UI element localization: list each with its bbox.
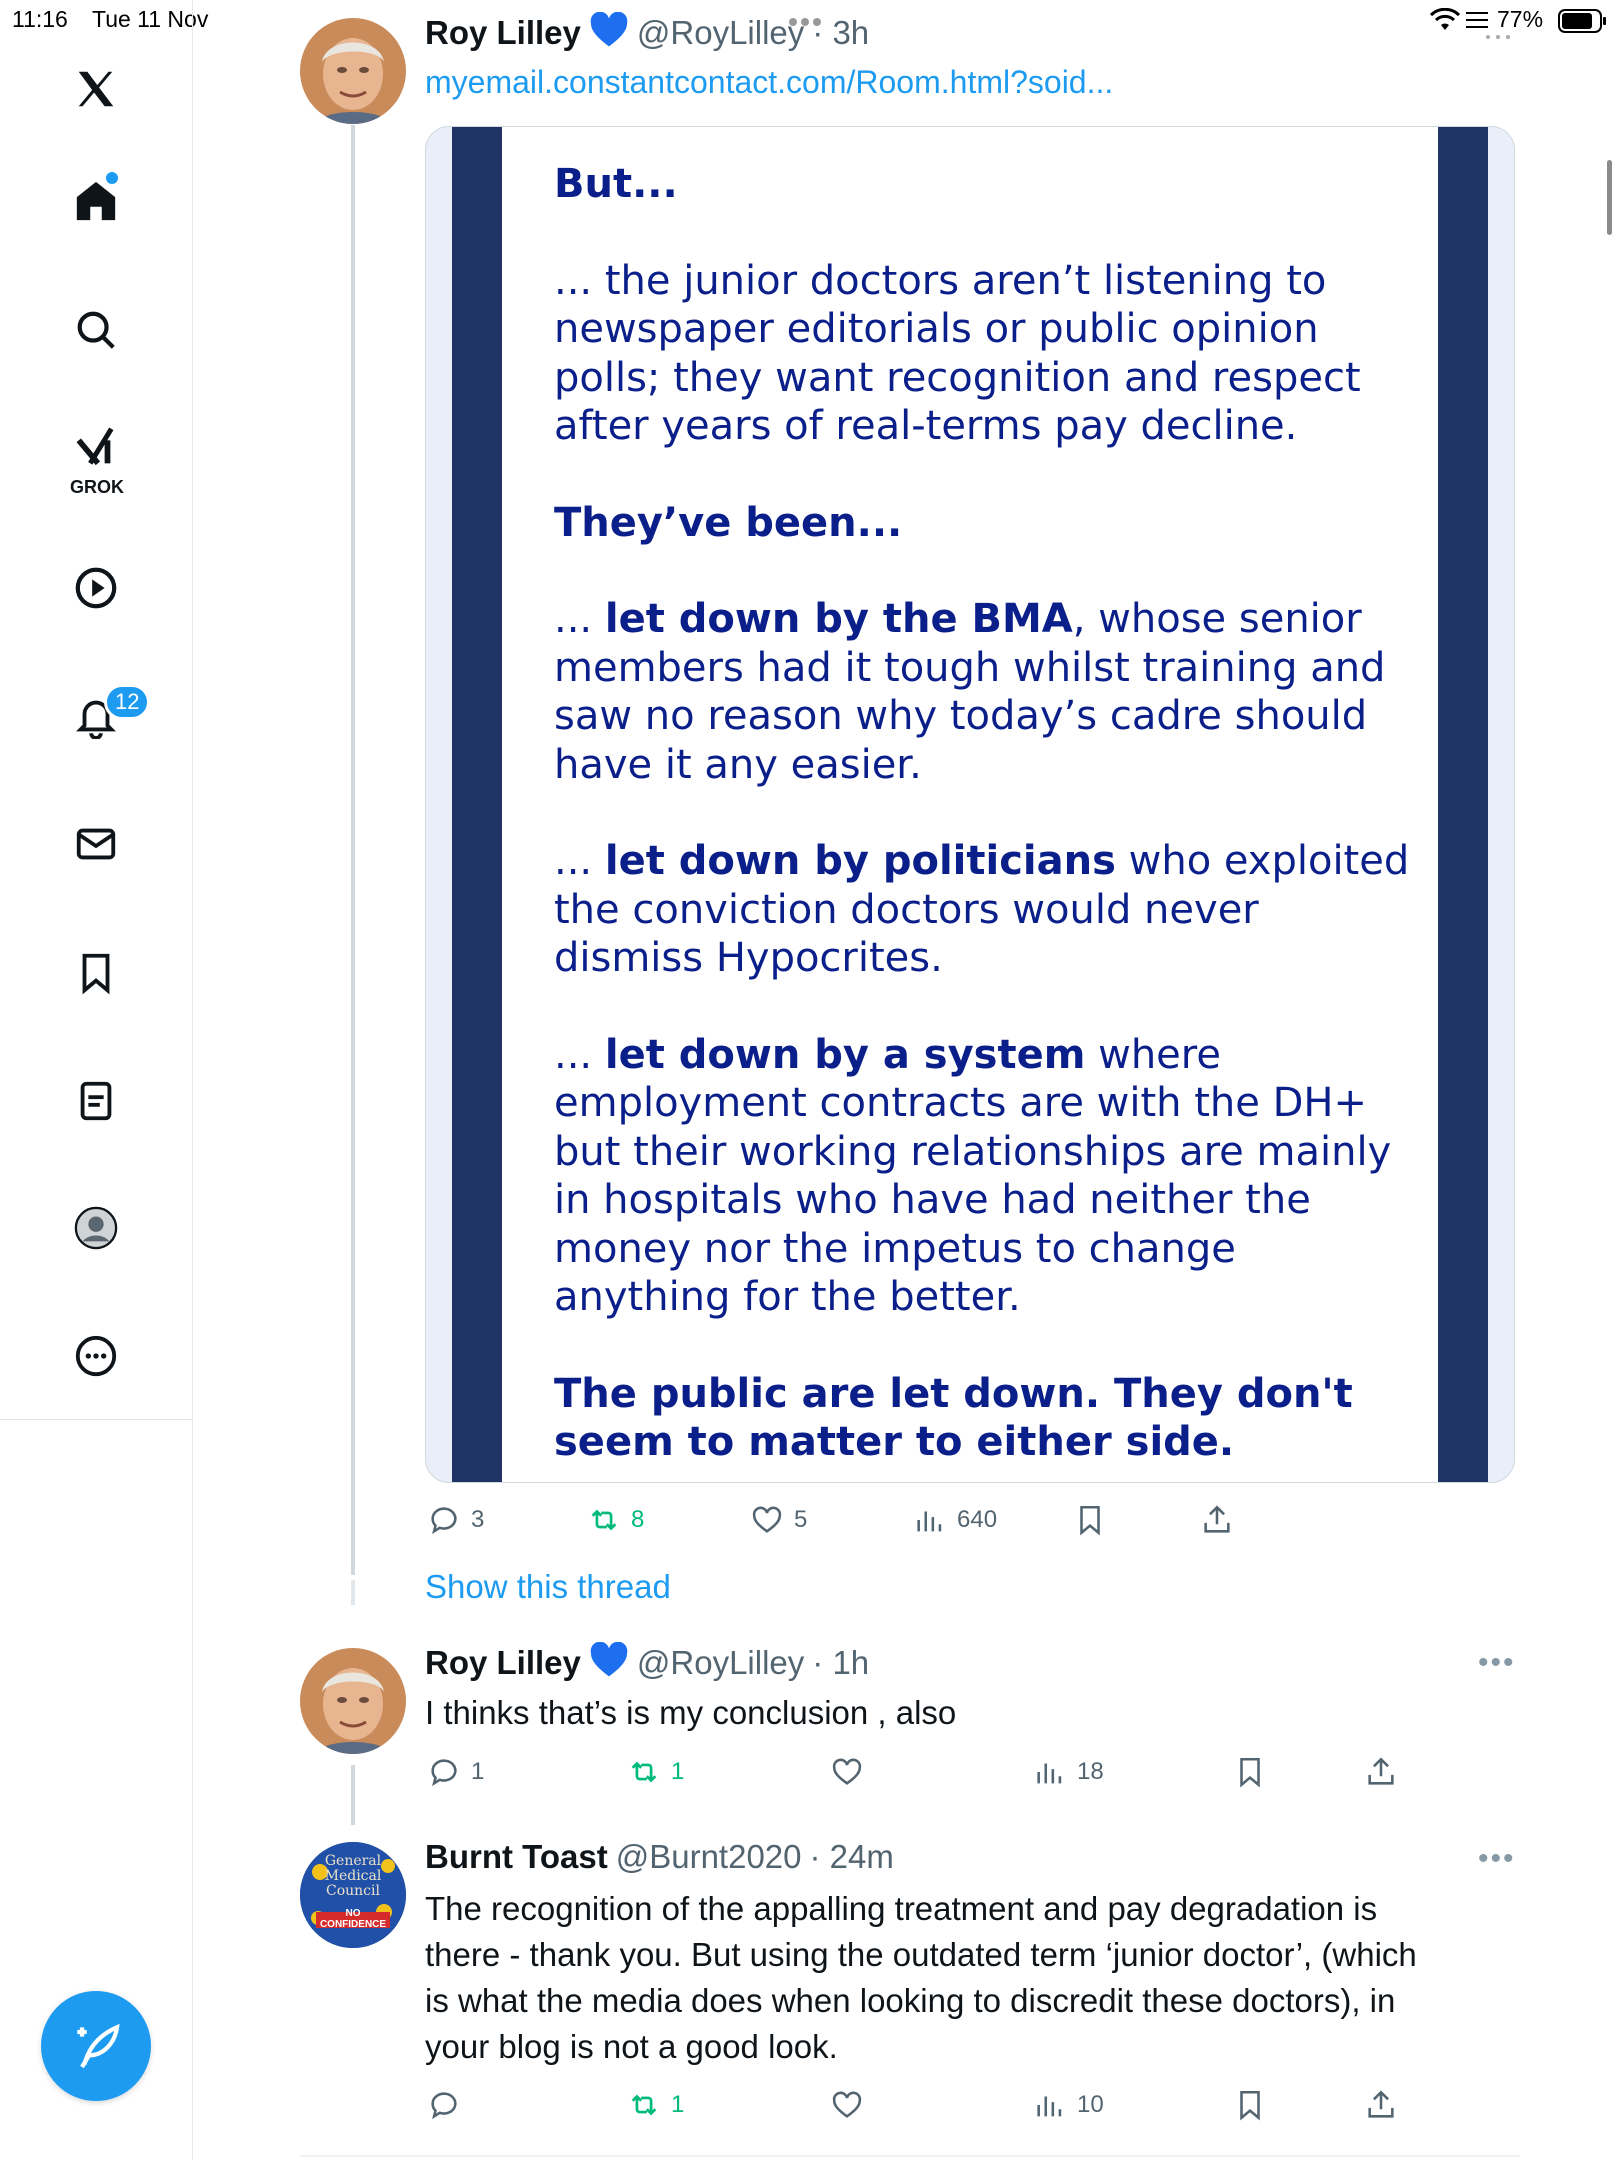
- bookmark-icon: [1233, 2088, 1267, 2122]
- image-heading-2: They’ve been...: [554, 499, 903, 546]
- reply-button[interactable]: 1: [427, 1755, 484, 1789]
- views-button[interactable]: 18: [1033, 1755, 1104, 1789]
- avatar[interactable]: [300, 1842, 406, 1948]
- tweet-divider: [300, 2155, 1520, 2157]
- show-thread-link[interactable]: Show this thread: [425, 1568, 671, 1605]
- share-icon: [1364, 1755, 1398, 1789]
- image-text: [554, 160, 1414, 1483]
- retweet-icon: [627, 1755, 661, 1789]
- status-time: 11:16: [12, 6, 68, 32]
- sidebar-divider: [0, 1419, 192, 1420]
- reply-icon: [427, 1755, 461, 1789]
- bookmark-icon: [1073, 1503, 1107, 1537]
- author-name[interactable]: Roy Lilley: [425, 1643, 581, 1681]
- video-play-icon[interactable]: [63, 555, 129, 621]
- image-border-left: [452, 127, 502, 1482]
- search-icon[interactable]: [63, 297, 129, 363]
- reply-button[interactable]: [427, 2088, 461, 2122]
- tweet-link[interactable]: myemail.constantcontact.com/Room.html?soid...: [425, 64, 1114, 100]
- reply-icon: [427, 1503, 461, 1537]
- tweet-image[interactable]: [425, 126, 1515, 1483]
- retweet-button[interactable]: 8: [587, 1503, 644, 1537]
- retweet-button[interactable]: 1: [627, 1755, 684, 1789]
- notification-badge: 12: [104, 684, 150, 720]
- compose-button[interactable]: [41, 1991, 151, 2101]
- verified-heart-icon: [589, 1642, 629, 1683]
- author-name[interactable]: Burnt Toast: [425, 1838, 608, 1875]
- tweet-header: [425, 1838, 894, 1876]
- image-paragraph-3: ... let down by politicians who exploited the conviction doctors would never dismiss Hypocrites.: [554, 838, 1410, 981]
- profile-avatar-icon[interactable]: [63, 1195, 129, 1261]
- avatar[interactable]: [300, 1648, 406, 1754]
- bookmark-icon[interactable]: [63, 940, 129, 1006]
- heart-icon: [830, 1755, 864, 1789]
- battery-percent: 77%: [1497, 6, 1544, 32]
- compose-feather-icon: [68, 2018, 124, 2074]
- more-options-icon[interactable]: [63, 1323, 129, 1389]
- image-paragraph-1: ... the junior doctors aren’t listening to newspaper editorials or public opinion polls; they want recognition and respect after years of real-terms pay decline.: [554, 257, 1361, 449]
- views-icon: [1033, 1755, 1067, 1789]
- views-button[interactable]: 10: [1033, 2088, 1104, 2122]
- like-button[interactable]: [830, 1755, 864, 1789]
- image-heading: But...: [554, 161, 678, 207]
- more-dots-icon: [1483, 28, 1513, 46]
- image-paragraph-4: ... let down by a system where employment contracts are with the DH+ but their working relationships are mainly in hospitals who have had neither the money nor the impetus to change anything for the better.: [554, 1031, 1392, 1320]
- share-button[interactable]: [1200, 1503, 1234, 1537]
- like-button[interactable]: [830, 2088, 864, 2122]
- share-button[interactable]: [1364, 1755, 1398, 1789]
- tweet-time[interactable]: · 3h: [812, 13, 870, 51]
- heart-icon: [750, 1503, 784, 1537]
- tweet-header: [425, 12, 869, 53]
- retweet-button[interactable]: 1: [627, 2088, 684, 2122]
- bookmark-button[interactable]: [1073, 1503, 1107, 1537]
- x-logo-icon[interactable]: [63, 56, 129, 122]
- avatar-text-2: NO CONFIDENCE: [319, 1908, 387, 1930]
- thread-line-gap: [351, 1580, 355, 1605]
- reply-button[interactable]: 3: [427, 1503, 484, 1537]
- lists-icon[interactable]: [63, 1068, 129, 1134]
- retweet-icon: [627, 2088, 661, 2122]
- scrollbar[interactable]: [1607, 160, 1612, 235]
- image-paragraph-2: ... let down by the BMA, whose senior members had it tough whilst training and saw no reason why today’s cadre should have it any easier.: [554, 596, 1386, 788]
- grok-label: GROK: [70, 477, 124, 497]
- thread-line-2: [351, 1765, 355, 1825]
- share-button[interactable]: [1364, 2088, 1398, 2122]
- image-closing: The public are let down. They don't seem to matter to either side.: [554, 1370, 1353, 1465]
- retweet-icon: [587, 1503, 621, 1537]
- author-handle[interactable]: @RoyLilley: [636, 1643, 805, 1681]
- battery-icon: [1558, 8, 1608, 39]
- author-handle[interactable]: @Burnt2020: [615, 1838, 802, 1875]
- bookmark-button[interactable]: [1233, 1755, 1267, 1789]
- share-icon: [1364, 2088, 1398, 2122]
- author-name[interactable]: Roy Lilley: [425, 13, 581, 51]
- avatar[interactable]: [300, 18, 406, 124]
- avatar-text: General Medical Council: [324, 1853, 382, 1899]
- tweet-more-icon[interactable]: •••: [1478, 1842, 1516, 1875]
- author-handle[interactable]: @RoyLilley: [636, 13, 805, 51]
- bookmark-button[interactable]: [1233, 2088, 1267, 2122]
- tweet-time[interactable]: · 1h: [812, 1643, 870, 1681]
- views-button[interactable]: 640: [913, 1503, 997, 1537]
- image-border-right: [1438, 127, 1488, 1482]
- grok-icon[interactable]: [63, 418, 129, 478]
- views-icon: [1033, 2088, 1067, 2122]
- home-icon[interactable]: [63, 168, 129, 234]
- tweet-text: The recognition of the appalling treatment and pay degradation is there - thank you. But using the outdated term ‘junior doctor’, (which is what the media does when looking to discredit these doctors), in your blog is not a good look.: [425, 1890, 1417, 2065]
- views-icon: [913, 1503, 947, 1537]
- tweet-time[interactable]: · 24m: [809, 1838, 894, 1875]
- thread-line: [351, 125, 355, 1575]
- mail-icon[interactable]: [63, 811, 129, 877]
- unread-dot: [106, 172, 118, 184]
- bookmark-icon: [1233, 1755, 1267, 1789]
- like-button[interactable]: 5: [750, 1503, 807, 1537]
- heart-icon: [830, 2088, 864, 2122]
- tweet-header: [425, 1642, 869, 1683]
- wifi-icon: [1430, 8, 1460, 37]
- reply-icon: [427, 2088, 461, 2122]
- sidebar: [0, 0, 193, 2160]
- tweet-text: I thinks that’s is my conclusion , also: [425, 1694, 957, 1731]
- status-date: Tue 11 Nov: [92, 6, 209, 32]
- verified-heart-icon: [589, 12, 629, 53]
- tweet-more-icon[interactable]: •••: [1478, 1646, 1516, 1679]
- share-icon: [1200, 1503, 1234, 1537]
